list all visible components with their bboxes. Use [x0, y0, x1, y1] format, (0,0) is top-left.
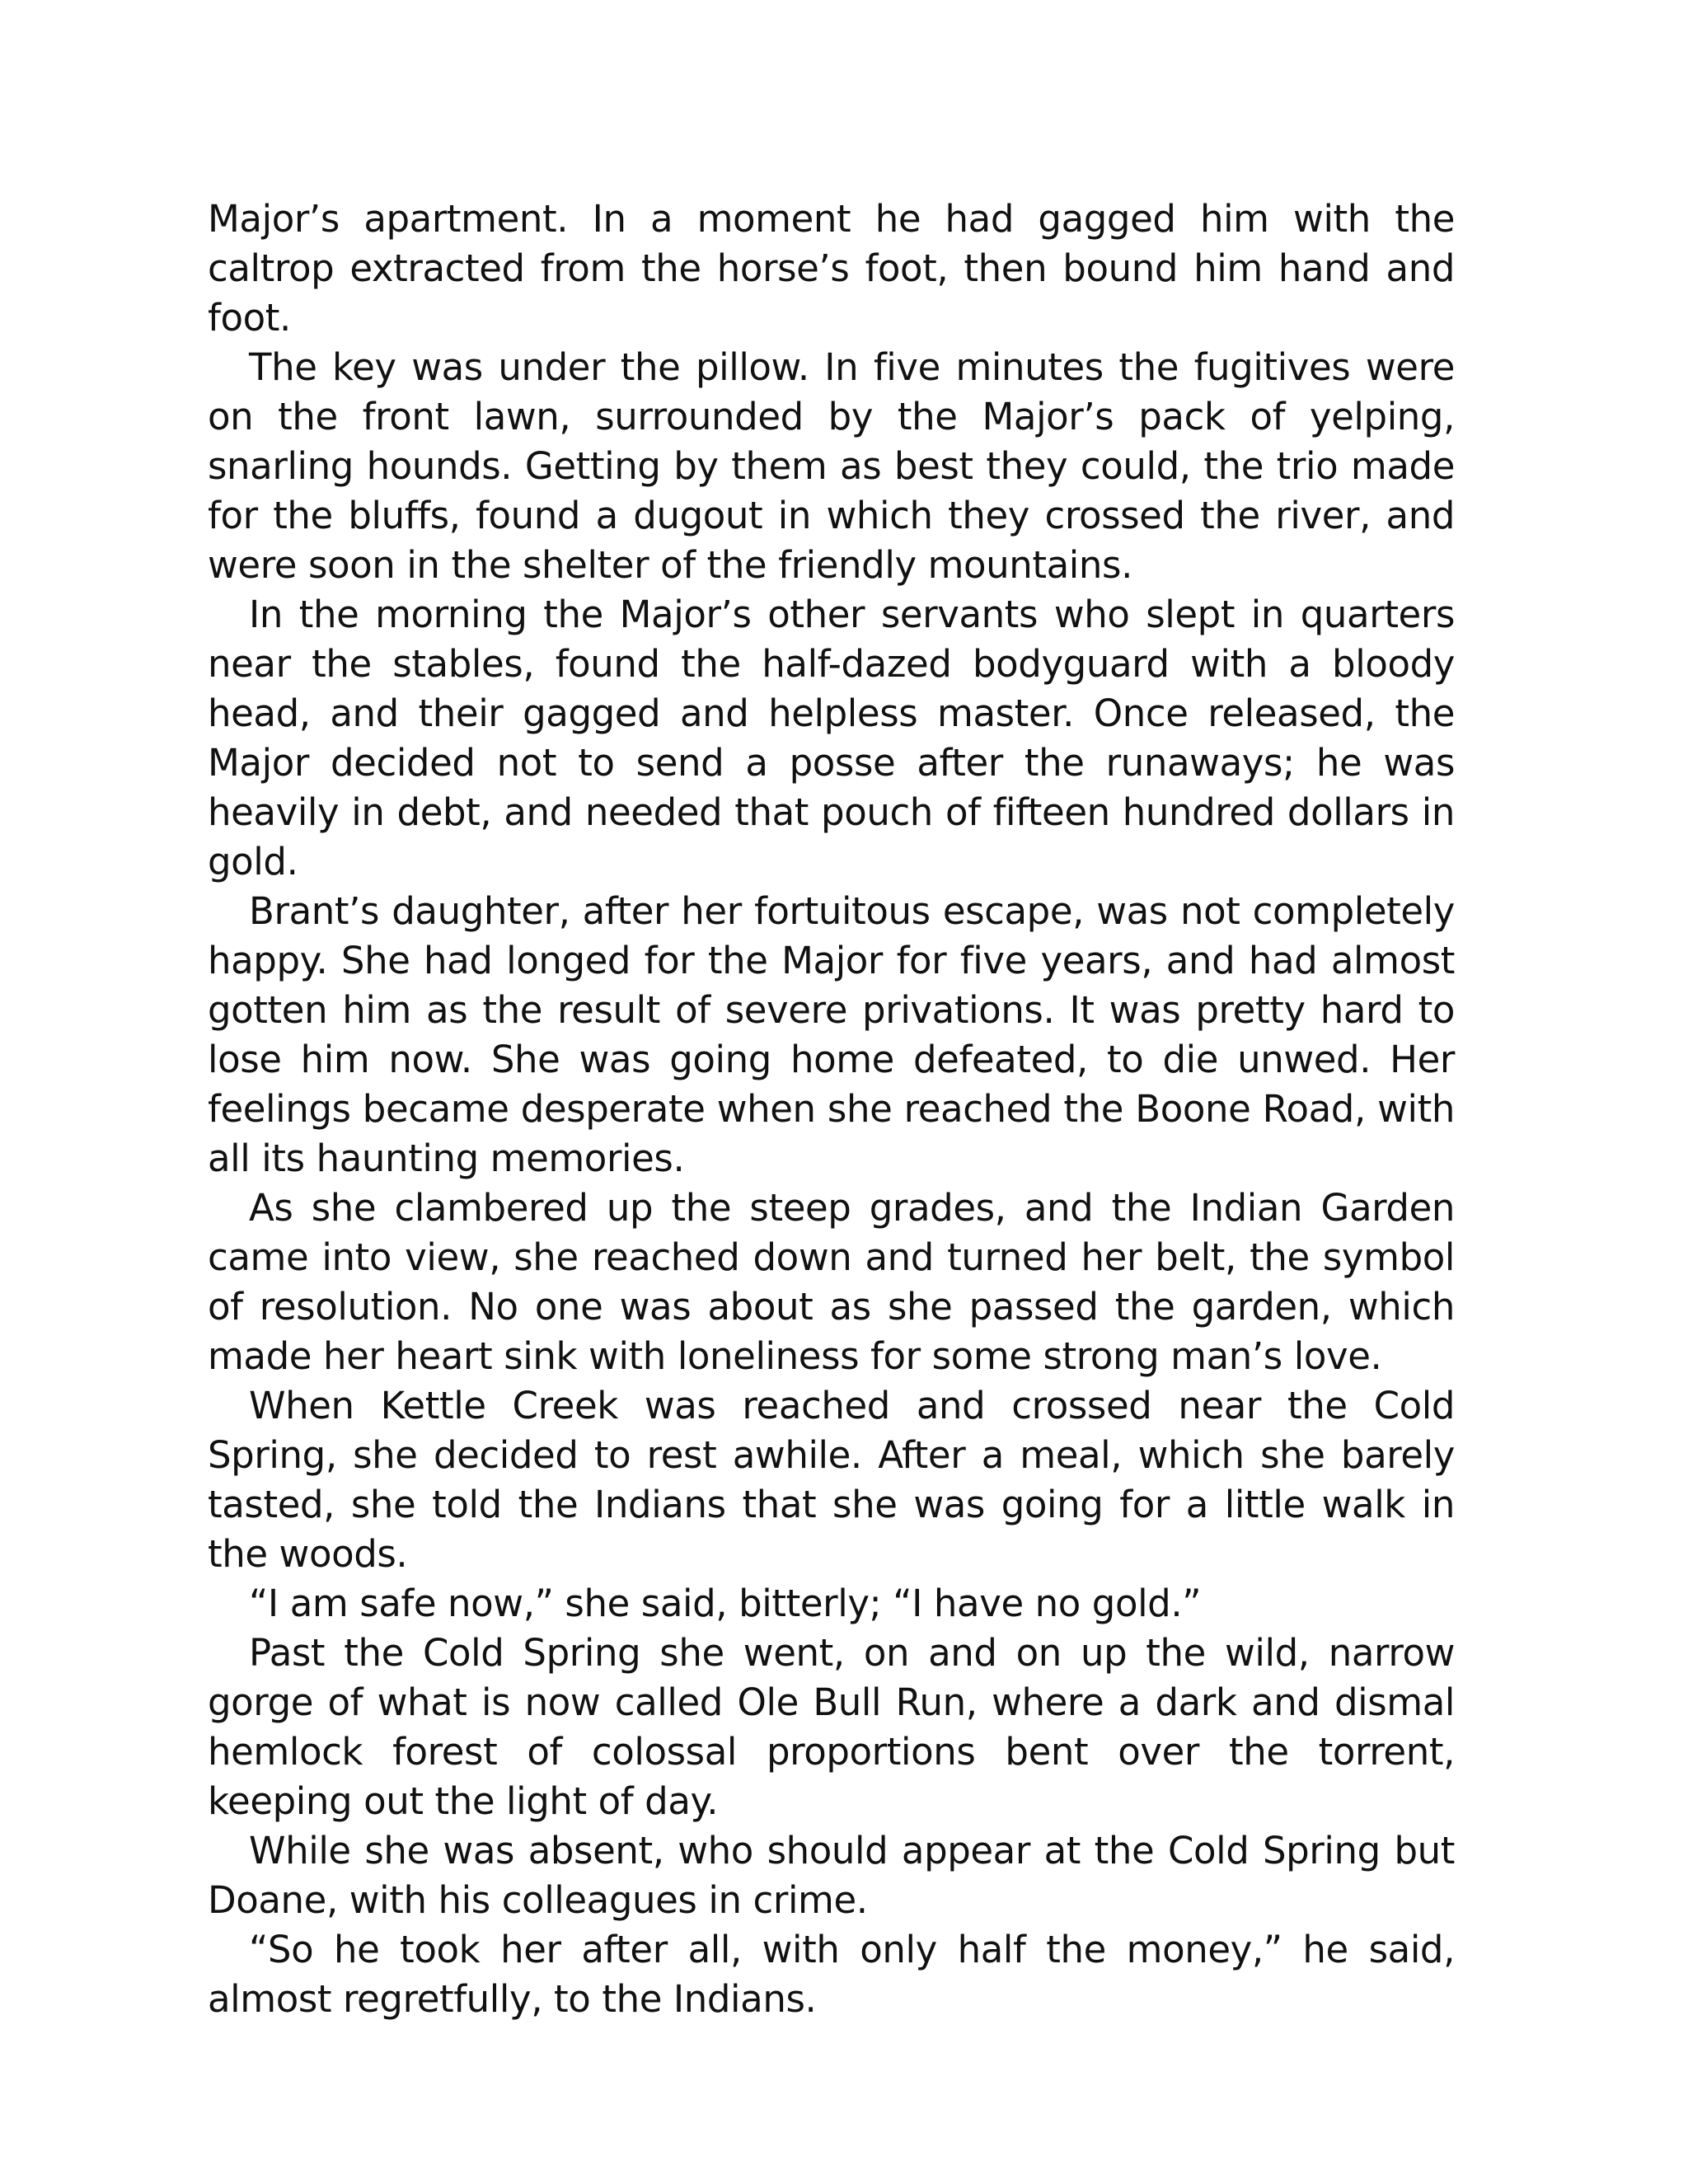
paragraph-continued: Major’s apartment. In a moment he had gagged him with the caltrop extracted from the horse’s foot, then bound him hand and foot.	[208, 197, 1455, 340]
paragraph: “So he took her after all, with only half the money,” he said, almost regretfully, to the Indians.	[208, 1928, 1455, 2021]
paragraph: “I am safe now,” she said, bitterly; “I have no gold.”	[249, 1582, 1202, 1625]
paragraph: As she clambered up the steep grades, and the Indian Garden came into view, she reached down and turned her belt, the symbol of resolution. No one was about as she passed the garden, which made her heart sink with loneliness for some strong man’s love.	[208, 1186, 1455, 1378]
paragraph: When Kettle Creek was reached and crossed near the Cold Spring, she decided to rest awhile. After a meal, which she barely tasted, she told the Indians that she was going for a little walk in the woods.	[208, 1384, 1455, 1576]
paragraph: Brant’s daughter, after her fortuitous escape, was not completely happy. She had longed for the Major for five years, and had almost gotten him as the result of severe privations. It was pretty hard to lose him now. She was going home defeated, to die unwed. Her feelings became desperate when she reached the Boone Road, with all its haunting memories.	[208, 889, 1455, 1180]
paragraph: In the morning the Major’s other servants who slept in quarters near the stables, found the half-dazed bodyguard with a bloody head, and their gagged and helpless master. Once released, the Major decided not to send a posse after the runaways; he was heavily in debt, and needed that pouch of fifteen hundred dollars in gold.	[208, 593, 1455, 883]
paragraph: The key was under the pillow. In five minutes the fugitives were on the front lawn, surrounded by the Major’s pack of yelping, snarling hounds. Getting by them as best they could, the trio made for the bluffs, found a dugout in which they crossed the river, and were soon in the shelter of the friendly mountains.	[208, 345, 1455, 587]
paragraph: Past the Cold Spring she went, on and on up the wild, narrow gorge of what is now called Ole Bull Run, where a dark and dismal hemlock forest of colossal proportions bent over the torrent, keeping out the light of day.	[208, 1631, 1455, 1823]
page-body	[208, 194, 1455, 2024]
paragraph: While she was absent, who should appear at the Cold Spring but Doane, with his colleagues in crime.	[208, 1829, 1455, 1922]
